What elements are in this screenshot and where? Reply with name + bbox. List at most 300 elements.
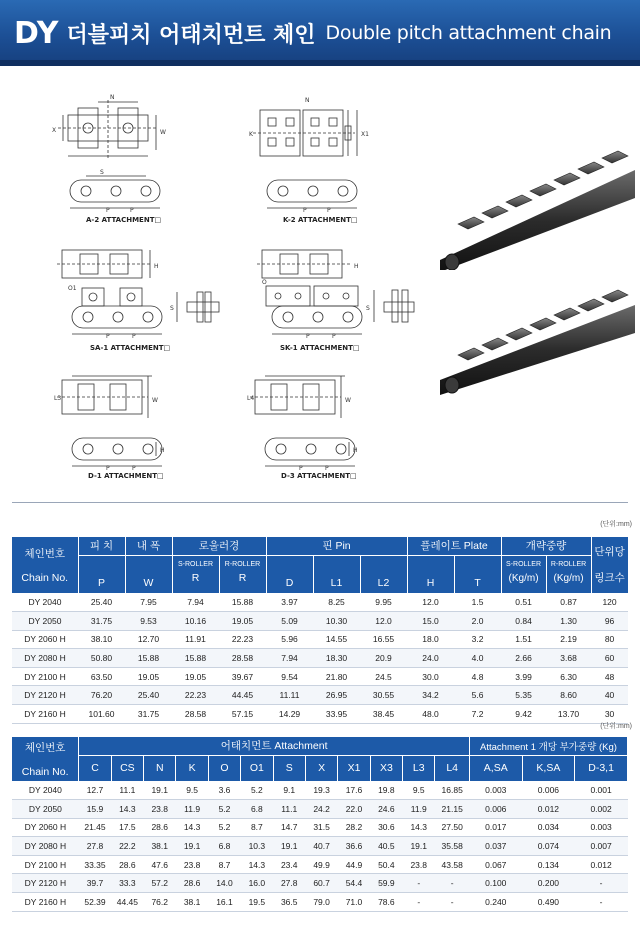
table-cell: 3.6: [208, 781, 240, 800]
table-cell: 14.3: [176, 818, 208, 837]
chain-number-cell: DY 2060 H: [12, 630, 78, 649]
table-cell: 19.3: [305, 781, 337, 800]
table-row: [12, 893, 628, 912]
table-cell: 0.012: [522, 800, 575, 819]
diagram-d1: [52, 370, 182, 485]
table-cell: 8.60: [546, 686, 591, 705]
table-cell: 9.95: [360, 593, 407, 612]
table-cell: 2.19: [546, 630, 591, 649]
svg-text:K: K: [249, 131, 253, 138]
t2-col-header: K: [176, 755, 208, 781]
chain-number-cell: DY 2100 H: [12, 667, 78, 686]
chain-number-cell: DY 2120 H: [12, 686, 78, 705]
table-cell: 24.5: [360, 667, 407, 686]
chain-photo-bottom: [440, 285, 635, 410]
t1-plate-h: H: [407, 555, 454, 593]
svg-text:P: P: [106, 207, 110, 214]
table-cell: 5.96: [266, 630, 313, 649]
table-cell: 22.23: [172, 686, 219, 705]
table-cell: 3.68: [546, 649, 591, 668]
table-cell: 18.0: [407, 630, 454, 649]
table-cell: 0.006: [522, 781, 575, 800]
table-cell: 11.9: [403, 800, 435, 819]
table-cell: 27.8: [79, 837, 111, 856]
spec-table-1: [12, 537, 629, 724]
table-cell: 7.2: [454, 705, 501, 724]
svg-text:S: S: [366, 305, 370, 312]
table-cell: -: [575, 893, 628, 912]
table-row: [12, 630, 628, 649]
table-cell: 9.5: [176, 781, 208, 800]
table-cell: 33.3: [111, 874, 143, 893]
table-cell: 8.7: [241, 818, 273, 837]
table-cell: 0.003: [469, 781, 522, 800]
chain-number-cell: DY 2160 H: [12, 893, 79, 912]
t2-col-header: L4: [435, 755, 470, 781]
table-cell: 11.11: [266, 686, 313, 705]
t1-pin: 핀 Pin: [266, 537, 407, 555]
table-cell: 12.0: [407, 593, 454, 612]
table-cell: 15.0: [407, 612, 454, 631]
table-cell: 38.10: [78, 630, 125, 649]
table-cell: 0.002: [575, 800, 628, 819]
table-cell: 120: [591, 593, 628, 612]
table-cell: 10.30: [313, 612, 360, 631]
table-cell: 47.6: [144, 855, 176, 874]
table-cell: 14.3: [111, 800, 143, 819]
t2-col-header: L3: [403, 755, 435, 781]
table-cell: 0.84: [501, 612, 546, 631]
svg-text:P: P: [132, 465, 136, 472]
table-cell: 5.2: [241, 781, 273, 800]
table-cell: 16.55: [360, 630, 407, 649]
table-cell: 28.2: [338, 818, 370, 837]
t2-col-header: K,SA: [522, 755, 575, 781]
table-cell: 18.30: [313, 649, 360, 668]
d3-drawing-icon: [245, 370, 375, 485]
svg-text:H: H: [354, 263, 359, 270]
chain-photo-top: [440, 140, 635, 275]
table-cell: 19.05: [172, 667, 219, 686]
table-cell: 0.001: [575, 781, 628, 800]
table-cell: 19.05: [219, 612, 266, 631]
table-cell: 60: [591, 649, 628, 668]
table-cell: 33.95: [313, 705, 360, 724]
table-cell: 13.70: [546, 705, 591, 724]
t1-chain-header: [12, 537, 78, 593]
t1-body: [12, 593, 628, 723]
t1-weight-r: [546, 555, 591, 593]
table-cell: 6.30: [546, 667, 591, 686]
table-cell: 0.003: [575, 818, 628, 837]
t1-r-roller: [219, 555, 266, 593]
table-cell: 43.58: [435, 855, 470, 874]
chain-number-cell: DY 2050: [12, 612, 78, 631]
t2-chain-en: Chain No.: [21, 765, 69, 778]
table-cell: 79.0: [305, 893, 337, 912]
chain-number-cell: DY 2120 H: [12, 874, 79, 893]
chain-number-cell: DY 2160 H: [12, 705, 78, 724]
t2-col-header: X3: [370, 755, 402, 781]
t2-column-headers: [12, 755, 628, 781]
unit-note-2: (단위:mm): [600, 723, 632, 730]
svg-text:P: P: [132, 333, 136, 340]
chain-number-cell: DY 2050: [12, 800, 79, 819]
table-cell: 12.70: [125, 630, 172, 649]
t1-pitch-sym: P: [78, 555, 125, 593]
t1-pitch-ko: 피 치: [78, 537, 125, 555]
svg-text:P: P: [106, 333, 110, 340]
table-cell: 7.94: [266, 649, 313, 668]
table-cell: 1.5: [454, 593, 501, 612]
svg-text:L3: L3: [54, 395, 62, 402]
table-cell: 49.9: [305, 855, 337, 874]
svg-text:S: S: [170, 305, 174, 312]
table-cell: 0.012: [575, 855, 628, 874]
chain-number-cell: DY 2100 H: [12, 855, 79, 874]
table-cell: 15.9: [79, 800, 111, 819]
table-cell: 28.6: [176, 874, 208, 893]
table-cell: 23.8: [176, 855, 208, 874]
table-cell: 28.58: [219, 649, 266, 668]
table-cell: 57.2: [144, 874, 176, 893]
unit-note-1: (단위:mm): [600, 521, 632, 528]
table-cell: 30: [591, 705, 628, 724]
table-cell: 15.88: [219, 593, 266, 612]
table-cell: 0.134: [522, 855, 575, 874]
table-cell: 22.0: [338, 800, 370, 819]
k2-drawing-icon: [245, 90, 375, 225]
diagram-label-sk1: SK-1 ATTACHMENT□: [280, 344, 360, 352]
svg-text:O: O: [262, 279, 267, 286]
t1-width-ko: 내 폭: [125, 537, 172, 555]
table-cell: 76.20: [78, 686, 125, 705]
table-cell: 15.88: [172, 649, 219, 668]
table-cell: 14.55: [313, 630, 360, 649]
svg-text:P: P: [303, 207, 307, 214]
t2-col-header: CS: [111, 755, 143, 781]
t1-s-roller-label: S-ROLLER: [177, 560, 213, 568]
table-cell: 14.29: [266, 705, 313, 724]
table-cell: 2.66: [501, 649, 546, 668]
svg-text:X1: X1: [361, 131, 369, 138]
svg-text:H: H: [154, 263, 159, 270]
table-cell: 21.80: [313, 667, 360, 686]
table-cell: 25.40: [125, 686, 172, 705]
t1-weight-s-unit: (Kg/m): [508, 572, 539, 584]
table-row: [12, 874, 628, 893]
table-cell: 14.3: [241, 855, 273, 874]
table-cell: 52.39: [79, 893, 111, 912]
table-row: [12, 705, 628, 724]
t1-weight: 개략중량: [501, 537, 591, 555]
table-row: [12, 855, 628, 874]
table-cell: 50.4: [370, 855, 402, 874]
diagram-label-sa1: SA-1 ATTACHMENT□: [90, 344, 171, 352]
table-cell: 19.1: [273, 837, 305, 856]
table-cell: 28.6: [111, 855, 143, 874]
chain-number-cell: DY 2080 H: [12, 649, 78, 668]
table-cell: 11.1: [111, 781, 143, 800]
table-cell: 17.5: [111, 818, 143, 837]
table-cell: 5.6: [454, 686, 501, 705]
table-cell: 30.0: [407, 667, 454, 686]
chain-number-cell: DY 2060 H: [12, 818, 79, 837]
table-cell: 31.75: [125, 705, 172, 724]
table-cell: 39.67: [219, 667, 266, 686]
table-cell: 48.0: [407, 705, 454, 724]
svg-text:L4: L4: [247, 395, 255, 402]
diagram-a2: [48, 90, 178, 225]
table-cell: 44.9: [338, 855, 370, 874]
table-cell: 4.8: [454, 667, 501, 686]
table-cell: 31.5: [305, 818, 337, 837]
svg-text:O1: O1: [68, 285, 77, 292]
table-cell: 33.35: [79, 855, 111, 874]
svg-text:H: H: [353, 447, 358, 454]
table-cell: 19.1: [144, 781, 176, 800]
t2-col-header: N: [144, 755, 176, 781]
table-cell: 40: [591, 686, 628, 705]
table-cell: 5.2: [208, 818, 240, 837]
a2-drawing-icon: [48, 90, 178, 225]
t1-width-sym: W: [125, 555, 172, 593]
table-cell: 0.200: [522, 874, 575, 893]
table-cell: 80: [591, 630, 628, 649]
table-cell: -: [403, 874, 435, 893]
t1-s-roller-sym: R: [191, 571, 200, 584]
svg-text:N: N: [110, 94, 115, 101]
table-cell: 10.3: [241, 837, 273, 856]
table-cell: 10.16: [172, 612, 219, 631]
table-row: [12, 837, 628, 856]
table-cell: 0.006: [469, 800, 522, 819]
t1-roller: 로울러경: [172, 537, 266, 555]
table-cell: 17.6: [338, 781, 370, 800]
t2-chain-header: [12, 737, 79, 781]
svg-text:W: W: [152, 397, 158, 404]
t1-s-roller: [172, 555, 219, 593]
diagram-k2: [245, 90, 375, 225]
svg-text:P: P: [332, 333, 336, 340]
title-english: Double pitch attachment chain: [325, 22, 612, 44]
table-cell: -: [403, 893, 435, 912]
chain-number-cell: DY 2040: [12, 593, 78, 612]
table-cell: 0.007: [575, 837, 628, 856]
brand-label: DY: [14, 15, 59, 51]
table-cell: 63.50: [78, 667, 125, 686]
t1-plate-t: T: [454, 555, 501, 593]
table-cell: 9.5: [403, 781, 435, 800]
table-cell: 36.5: [273, 893, 305, 912]
table-cell: 6.8: [241, 800, 273, 819]
table-cell: 39.7: [79, 874, 111, 893]
diagram-d3: [245, 370, 375, 485]
svg-text:S: S: [100, 169, 104, 176]
t1-pin-l1: L1: [313, 555, 360, 593]
svg-text:P: P: [306, 333, 310, 340]
table-cell: -: [435, 874, 470, 893]
table-cell: 11.1: [273, 800, 305, 819]
table-cell: 0.034: [522, 818, 575, 837]
section-divider: [12, 502, 628, 503]
table-cell: 19.5: [241, 893, 273, 912]
diagram-label-a2: A-2 ATTACHMENT□: [86, 216, 162, 224]
t2-col-header: O: [208, 755, 240, 781]
table-cell: 24.0: [407, 649, 454, 668]
t2-col-header: O1: [241, 755, 273, 781]
t2-chain-ko: 체인번호: [24, 741, 66, 754]
table-cell: 38.45: [360, 705, 407, 724]
diagram-sk1: [252, 240, 422, 360]
table-cell: 21.15: [435, 800, 470, 819]
table-cell: 30.6: [370, 818, 402, 837]
diagram-label-k2: K-2 ATTACHMENT□: [283, 216, 358, 224]
table-cell: 0.87: [546, 593, 591, 612]
table-cell: 30.55: [360, 686, 407, 705]
sa1-drawing-icon: [52, 240, 222, 360]
table-row: [12, 667, 628, 686]
table-cell: 36.6: [338, 837, 370, 856]
table-cell: 38.1: [176, 893, 208, 912]
t2-col-header: X: [305, 755, 337, 781]
table-cell: 28.6: [144, 818, 176, 837]
table-cell: 27.50: [435, 818, 470, 837]
table-cell: 3.99: [501, 667, 546, 686]
chain-photo-icon: [440, 140, 635, 270]
t1-weight-r-unit: (Kg/m): [553, 572, 584, 584]
table-cell: 16.85: [435, 781, 470, 800]
table-cell: 25.40: [78, 593, 125, 612]
t1-unit-link: [591, 537, 628, 593]
chain-photo-icon-2: [440, 285, 635, 405]
table-cell: 7.95: [125, 593, 172, 612]
t1-pin-l2: L2: [360, 555, 407, 593]
table-cell: 9.42: [501, 705, 546, 724]
table-cell: 5.09: [266, 612, 313, 631]
table-cell: 7.94: [172, 593, 219, 612]
table-cell: 16.0: [241, 874, 273, 893]
table-cell: 23.8: [144, 800, 176, 819]
table-cell: 28.58: [172, 705, 219, 724]
svg-text:P: P: [299, 465, 303, 472]
table-cell: 8.25: [313, 593, 360, 612]
attachment-diagrams: [0, 80, 640, 500]
table-cell: -: [435, 893, 470, 912]
table-cell: 9.1: [273, 781, 305, 800]
table-row: [12, 649, 628, 668]
table-cell: 23.4: [273, 855, 305, 874]
table-cell: 9.53: [125, 612, 172, 631]
table-cell: 19.8: [370, 781, 402, 800]
table-row: [12, 686, 628, 705]
table-cell: 6.8: [208, 837, 240, 856]
table-cell: 0.067: [469, 855, 522, 874]
sk1-drawing-icon: [252, 240, 422, 360]
t2-col-header: A,SA: [469, 755, 522, 781]
table-cell: 21.45: [79, 818, 111, 837]
table-cell: 96: [591, 612, 628, 631]
table-cell: 19.1: [403, 837, 435, 856]
table-cell: 44.45: [219, 686, 266, 705]
t1-r-roller-sym: R: [238, 571, 247, 584]
table-cell: 24.6: [370, 800, 402, 819]
table-cell: 60.7: [305, 874, 337, 893]
svg-text:X: X: [52, 127, 57, 134]
table-cell: 23.8: [403, 855, 435, 874]
chain-number-cell: DY 2040: [12, 781, 79, 800]
t1-weight-s: [501, 555, 546, 593]
svg-text:P: P: [325, 465, 329, 472]
spec-table-2: [12, 737, 628, 912]
table-row: [12, 800, 628, 819]
svg-text:H: H: [160, 447, 165, 454]
table-cell: 34.2: [407, 686, 454, 705]
table-cell: 20.9: [360, 649, 407, 668]
table-cell: 54.4: [338, 874, 370, 893]
table-cell: 5.2: [208, 800, 240, 819]
table-cell: 0.51: [501, 593, 546, 612]
t1-weight-r-label: R-ROLLER: [550, 560, 587, 568]
diagram-label-d1: D-1 ATTACHMENT□: [88, 472, 164, 480]
t2-added-weight: Attachment 1 개당 부가중량 (Kg): [469, 737, 627, 755]
table-cell: 4.0: [454, 649, 501, 668]
t1-pin-d: D: [266, 555, 313, 593]
table-cell: 19.05: [125, 667, 172, 686]
chain-number-cell: DY 2080 H: [12, 837, 79, 856]
table-cell: 3.2: [454, 630, 501, 649]
table-cell: 31.75: [78, 612, 125, 631]
t1-r-roller-label: R-ROLLER: [224, 560, 261, 568]
table-row: [12, 781, 628, 800]
table-cell: 0.037: [469, 837, 522, 856]
table-cell: 26.95: [313, 686, 360, 705]
table-cell: 16.1: [208, 893, 240, 912]
table-cell: 0.074: [522, 837, 575, 856]
table-cell: 1.51: [501, 630, 546, 649]
table-cell: 0.100: [469, 874, 522, 893]
table-cell: 71.0: [338, 893, 370, 912]
table-cell: 0.240: [469, 893, 522, 912]
table-cell: 22.2: [111, 837, 143, 856]
table-cell: 12.0: [360, 612, 407, 631]
table-cell: 78.6: [370, 893, 402, 912]
table-cell: 24.2: [305, 800, 337, 819]
title-korean: 더블피치 어태치먼트 체인: [66, 22, 316, 48]
t2-col-header: S: [273, 755, 305, 781]
d1-drawing-icon: [52, 370, 182, 485]
table-cell: 27.8: [273, 874, 305, 893]
t1-unit-link-1: 단위당: [594, 546, 625, 559]
table-cell: 11.91: [172, 630, 219, 649]
table-cell: 12.7: [79, 781, 111, 800]
table-cell: 59.9: [370, 874, 402, 893]
table-cell: 57.15: [219, 705, 266, 724]
t2-attachment: 어태치먼트 Attachment: [79, 737, 470, 755]
table-cell: 35.58: [435, 837, 470, 856]
title-banner: [0, 0, 640, 66]
t2-col-header: C: [79, 755, 111, 781]
svg-text:W: W: [160, 129, 166, 136]
t1-weight-s-label: S-ROLLER: [506, 560, 542, 568]
table-cell: 22.23: [219, 630, 266, 649]
table-cell: 19.1: [176, 837, 208, 856]
t1-unit-link-2: 링크수: [594, 572, 625, 585]
diagram-label-d3: D-3 ATTACHMENT□: [281, 472, 357, 480]
table-cell: 50.80: [78, 649, 125, 668]
svg-text:P: P: [106, 465, 110, 472]
table-cell: 11.9: [176, 800, 208, 819]
